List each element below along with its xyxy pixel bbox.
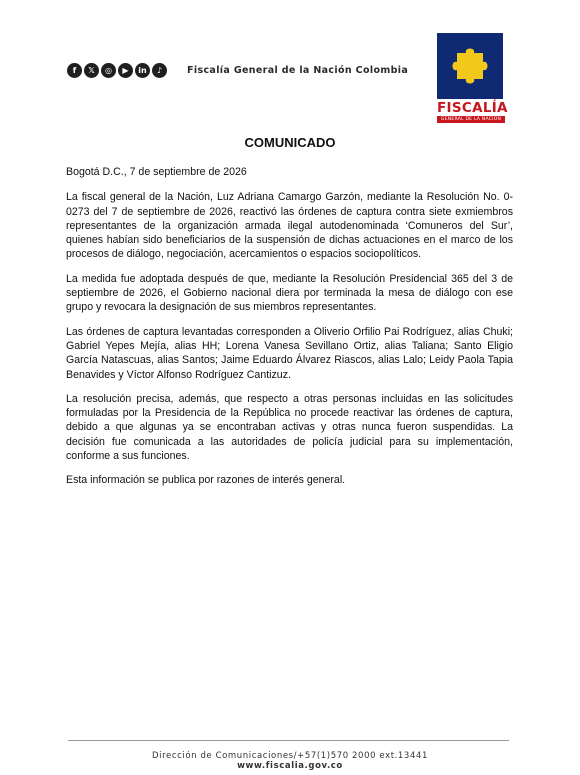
document-title: COMUNICADO xyxy=(244,135,336,150)
x-icon[interactable]: 𝕏 xyxy=(84,63,99,78)
footer-divider xyxy=(68,740,509,741)
footer-contact: Dirección de Comunicaciones/+57(1)570 2000 ext.13441 xyxy=(152,751,428,761)
fiscalia-logo xyxy=(437,33,508,125)
youtube-icon[interactable]: ▶ xyxy=(118,63,133,78)
footer xyxy=(0,751,580,771)
date-line: Bogotá D.C., 7 de septiembre de 2026 xyxy=(66,166,247,178)
tiktok-icon[interactable]: ♪ xyxy=(152,63,167,78)
logo-text: FISCALÍA xyxy=(437,100,508,116)
footer-website[interactable]: www.fiscalia.gov.co xyxy=(237,761,343,771)
document-body xyxy=(66,165,513,498)
logo-tagline: GENERAL DE LA NACIÓN xyxy=(437,116,505,123)
paragraph: La resolución precisa, además, que respecto a otras personas incluidas en las solicitudes formuladas por la Presidencia de la República no procede reactivar las órdenes de captura, debido a que algunas ya se encontraban activas y otras nunca fueron suspendidas. La decisión fue comunicada a las autoridades de policía judicial para su implementación, conforme a sus funciones. xyxy=(66,392,513,463)
social-icons xyxy=(67,63,167,78)
instagram-icon[interactable]: ◎ xyxy=(101,63,116,78)
linkedin-icon[interactable]: in xyxy=(135,63,150,78)
facebook-icon[interactable]: f xyxy=(67,63,82,78)
paragraph: Las órdenes de captura levantadas corresponden a Oliverio Orfilio Pai Rodríguez, alias Chuki; Gabriel Yepes Mejía, alias HH; Lorena Vanesa Sevillano Ortiz, alias Taliana; Santo Eligio García Natascuas, alias Santos; Jaime Eduardo Álvarez Riascos, alias Lalo; Leidy Paola Tapia Benavides y Víctor Alfonso Rodríguez Cantizuz. xyxy=(66,325,513,381)
institution-name: Fiscalía General de la Nación Colombia xyxy=(187,65,409,76)
puzzle-logo-icon xyxy=(437,33,503,99)
paragraph: La medida fue adoptada después de que, mediante la Resolución Presidencial 365 del 3 de septiembre de 2026, el Gobierno nacional diera por terminada la mesa de diálogo con ese grupo y revocara la designación de sus miembros representantes. xyxy=(66,272,513,314)
paragraph: La fiscal general de la Nación, Luz Adriana Camargo Garzón, mediante la Resolución No. 0-0273 del 7 de septiembre de 2026, reactivó las órdenes de captura contra siete exmiembros representantes de la organización armada ilegal autodenominada ‘Comuneros del Sur’, quienes habían sido beneficiarios de la suspensión de dichas actuaciones en el marco de los procesos de diálogo, negociación, acercamientos o espacios sociopolíticos. xyxy=(66,191,513,261)
paragraph: Esta información se publica por razones de interés general. xyxy=(66,474,346,487)
